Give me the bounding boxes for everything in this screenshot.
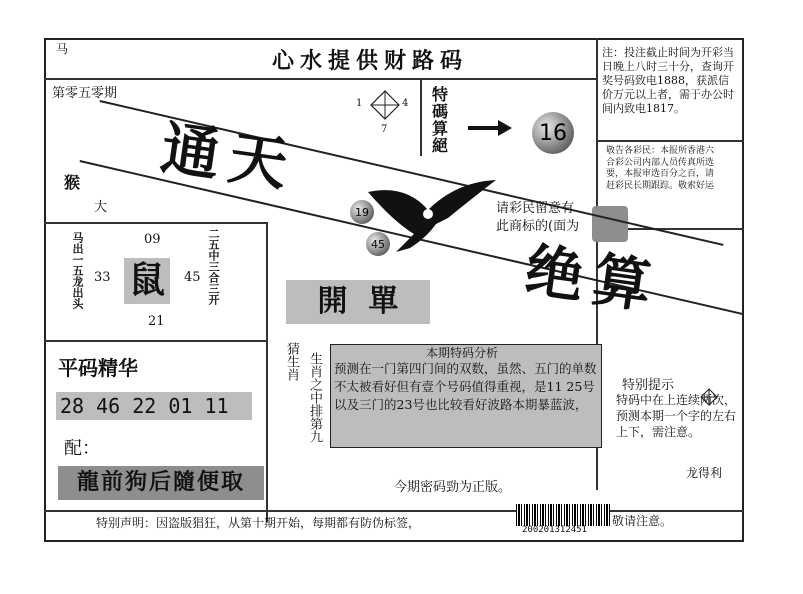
compass-top: 1 (356, 98, 363, 109)
guess-col1: 猜生肖 (284, 342, 299, 381)
wheel-right-col: 二五中三合三开 (207, 228, 220, 305)
pingma-phrase: 龍前狗后隨便取 (58, 466, 264, 500)
divider (44, 222, 266, 224)
ball-19: 19 (350, 200, 374, 224)
divider (44, 78, 596, 80)
barcode-note: 敬请注意。 (612, 514, 673, 528)
banner-right: 绝算 (521, 235, 666, 323)
animal-label: 猴 (64, 173, 81, 192)
banner-left: 通天 (157, 113, 302, 201)
tip-sign: 龙得利 (686, 466, 723, 480)
notice-top: 注：投注截止时间为开彩当日晚上八时三十分，查询开奖号码致电1888，获派信价万元以上者，需于办公时间内致电1817。 (602, 46, 734, 115)
tip-title: 特别提示 (622, 378, 675, 393)
special-code-ball: 16 (532, 112, 574, 154)
pingma-title: 平码精华 (58, 356, 138, 380)
issue-number: 第零五零期 (52, 86, 118, 101)
barcode-number: 200201312451 (522, 525, 588, 535)
slogan: 请彩民留意有此商标的(面为 (496, 201, 580, 234)
compass-right: 4 (402, 98, 409, 109)
divider (420, 78, 422, 156)
wheel-left: 33 (94, 270, 111, 285)
divider (44, 340, 266, 342)
special-code-label: 特碼算絕 (432, 85, 449, 155)
pingma-numbers: 28 46 22 01 11 (56, 392, 252, 420)
wheel-top: 09 (144, 232, 161, 247)
warning-text: 敬告各彩民：本报所香港六合彩公司内部人员传真所选要，本报审选百分之百，请赶彩民长期跟踪。敬索好运 (606, 146, 715, 191)
wheel-center: 鼠 (124, 258, 170, 304)
compass-diamond-icon (370, 90, 400, 120)
barcode-icon (516, 504, 610, 526)
arrow-right-icon (468, 118, 512, 142)
page-title: 心水提供财路码 (272, 49, 469, 74)
analysis-heading: 本期特码分析 (426, 346, 499, 360)
compass-bottom: 7 (381, 124, 388, 135)
wheel-bottom: 21 (148, 314, 165, 329)
kaidan-label: 開 單 (286, 280, 430, 324)
wheel-left-col: 马出一五龙出头 (71, 232, 84, 309)
footer-statement: 特别声明：因盗版猖狂，从第十期开始，每期都有防伪标签， (96, 516, 421, 530)
guess-col2: 生肖之中排第九 (307, 352, 322, 443)
password-line: 今期密码勁为正版。 (394, 480, 512, 495)
tip-body: 特码中在上连续两次，预测本期一个字的左右上下，需注意。 (616, 393, 737, 439)
divider (266, 222, 268, 522)
divider (596, 140, 744, 142)
ball-45: 45 (366, 232, 390, 256)
analysis-body: 预测在一门第四门间的双数，虽然、五门的单数不太被看好但有壹个号码值得重视，是11 25号以及三门的23号也比较看好波路本期暴蓝波， (334, 361, 597, 412)
pei-label: 配： (64, 438, 100, 459)
big-mark: 大 (94, 200, 108, 215)
wheel-right: 45 (184, 270, 201, 285)
top-left-mark: 马 (56, 42, 69, 56)
